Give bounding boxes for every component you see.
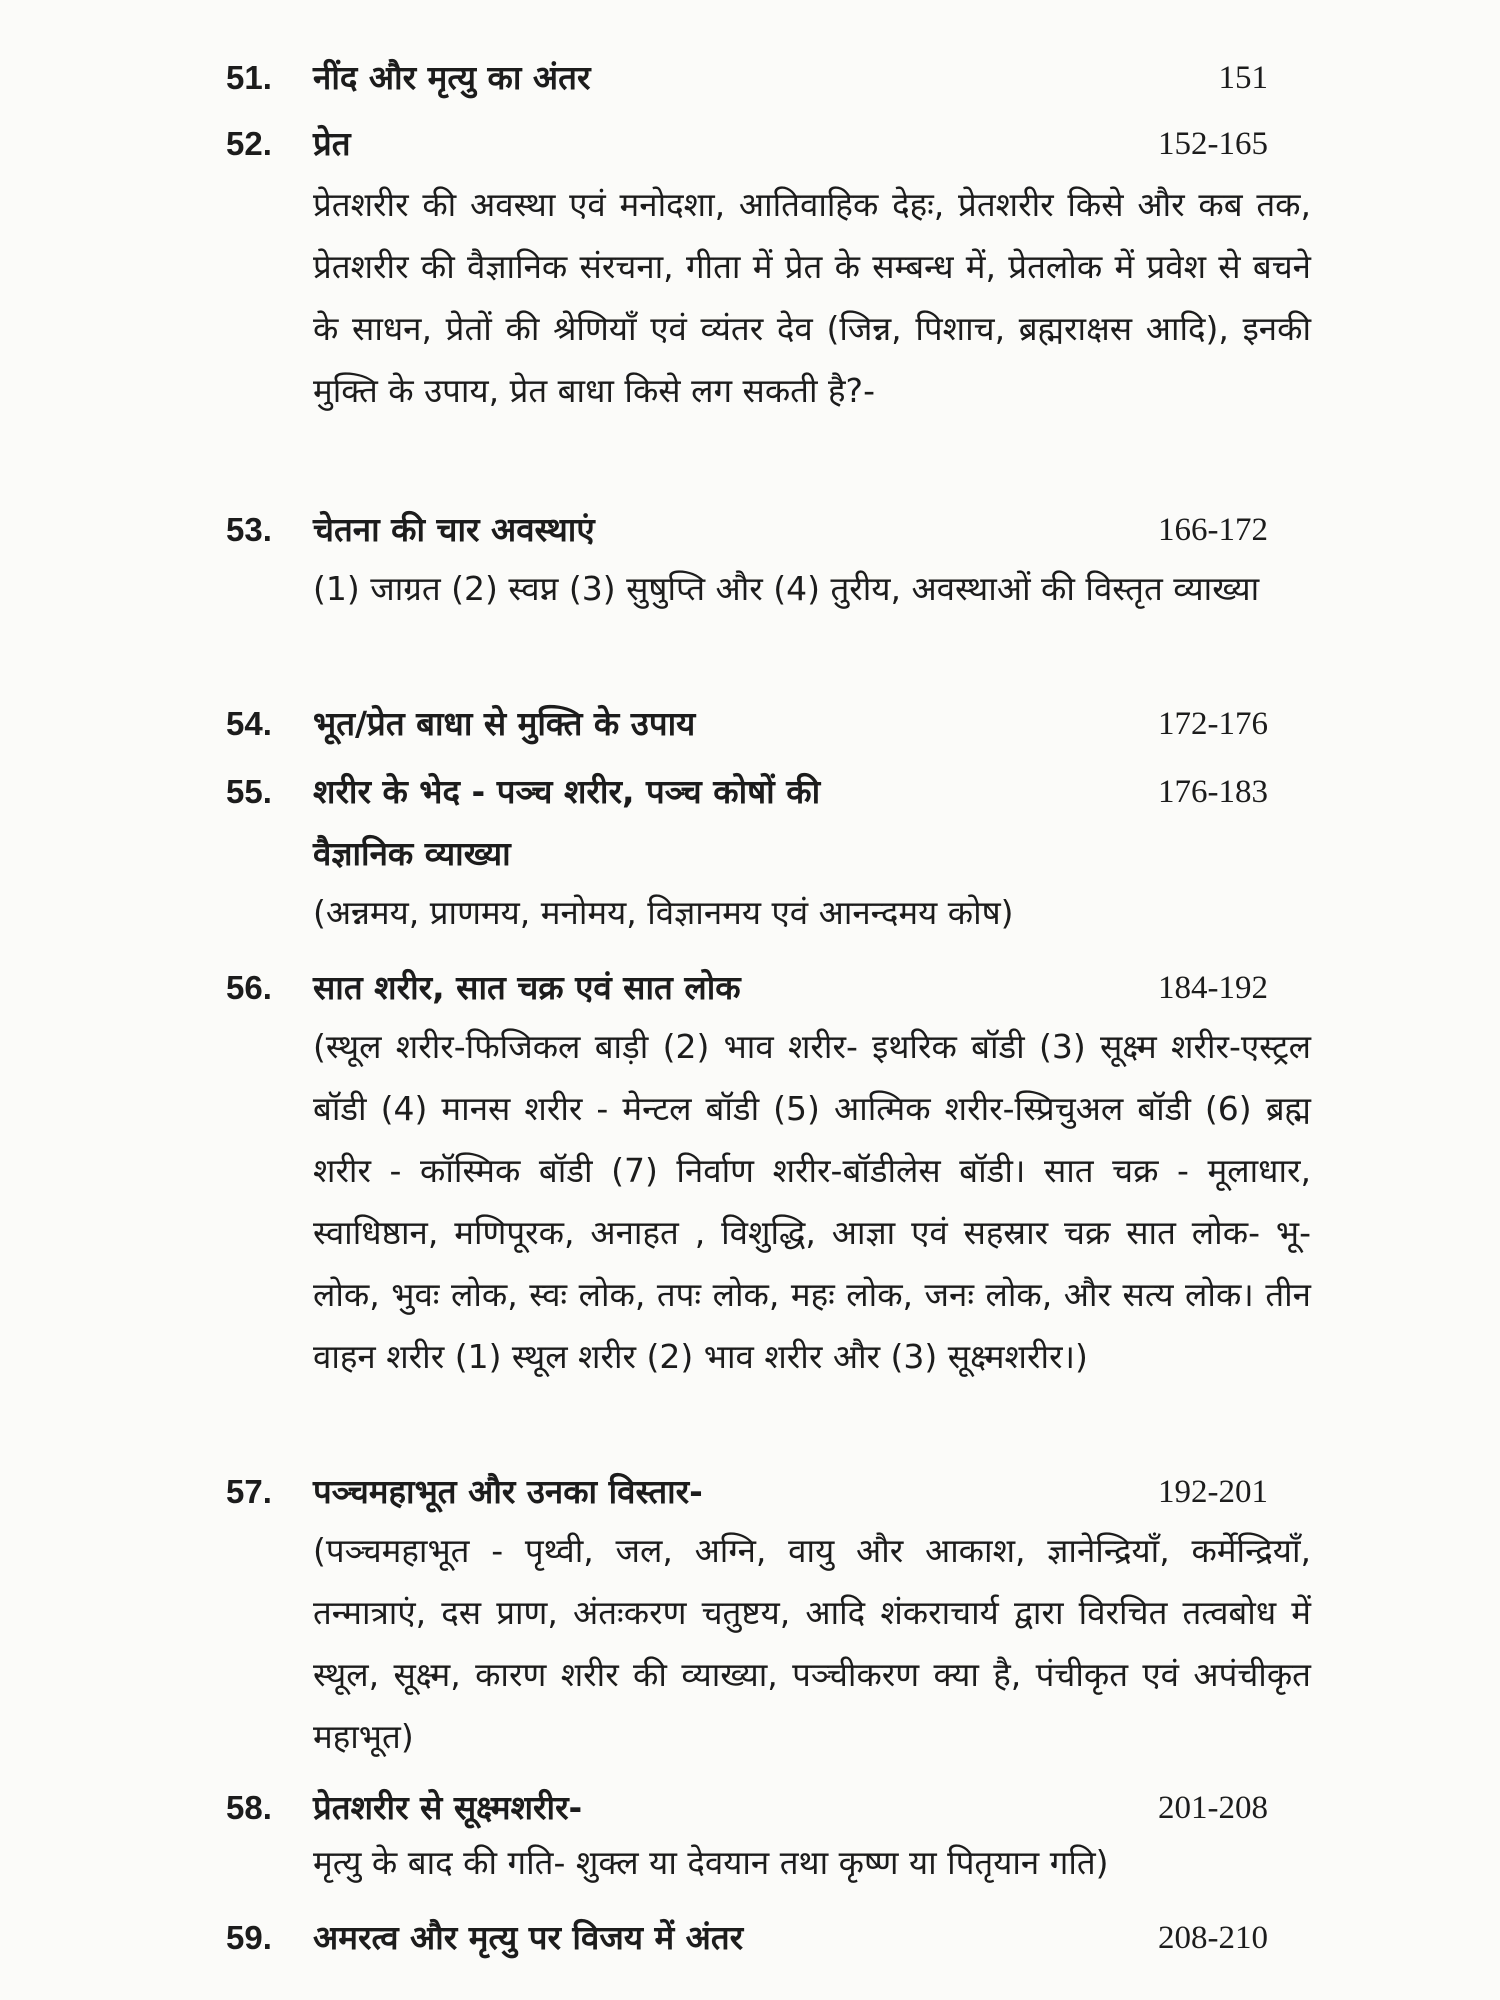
entry-number: 51.: [226, 59, 272, 96]
entry-description: (पञ्चमहाभूत - पृथ्वी, जल, अग्नि, वायु और आकाश, ज्ञानेन्द्रियाँ, कर्मेन्द्रियाँ, तन्मात्राएं, दस प्राण, अंतःकरण चतुष्टय, आदि शंकराचार्य द्वारा विरचित तत्वबोध में स्थूल, सूक्ष्म, कारण शरीर की व्याख्या, पञ्चीकरण क्या है, पंचीकृत एवं अपंचीकृत महाभूत): [313, 1531, 1311, 1756]
entry-number: 57.: [226, 1473, 272, 1510]
entry-pages: 151: [1218, 60, 1268, 96]
entry-number: 52.: [226, 125, 272, 162]
entry-pages: 192-201: [1158, 1474, 1268, 1510]
entry-title: अमरत्व और मृत्यु पर विजय में अंतर: [313, 1918, 744, 1957]
entry-title: भूत/प्रेत बाधा से मुक्ति के उपाय: [313, 704, 696, 743]
entry-title: सात शरीर, सात चक्र एवं सात लोक: [313, 968, 741, 1007]
entry-pages: 184-192: [1158, 970, 1268, 1006]
entry-pages: 172-176: [1158, 706, 1268, 742]
entry-pages: 152-165: [1158, 126, 1268, 162]
entry-title: प्रेत: [313, 124, 351, 163]
entry-title: शरीर के भेद - पञ्च शरीर, पञ्च कोषों की: [313, 772, 821, 811]
entry-title: प्रेतशरीर से सूक्ष्मशरीर-: [313, 1788, 583, 1827]
entry-number: 53.: [226, 511, 272, 548]
entry-description: (1) जाग्रत (2) स्वप्न (3) सुषुप्ति और (4) तुरीय, अवस्थाओं की विस्तृत व्याख्या: [313, 569, 1260, 608]
entry-title: चेतना की चार अवस्थाएं: [313, 510, 595, 549]
entry-description: (स्थूल शरीर-फिजिकल बाड़ी (2) भाव शरीर- इथरिक बॉडी (3) सूक्ष्म शरीर-एस्ट्रल बॉडी (4) मानस शरीर - मेन्टल बॉडी (5) आत्मिक शरीर-स्प्रिचुअल बॉडी (6) ब्रह्म शरीर - कॉस्मिक बॉडी (7) निर्वाण शरीर-बॉडीलेस बॉडी। सात चक्र - मूलाधार, स्वाधिष्ठान, मणिपूरक, अनाहत , विशुद्धि, आज्ञा एवं सहस्रार चक्र सात लोक- भू-लोक, भुवः लोक, स्वः लोक, तपः लोक, महः लोक, जनः लोक, और सत्य लोक। तीन वाहन शरीर (1) स्थूल शरीर (2) भाव शरीर और (3) सूक्ष्मशरीर।): [313, 1027, 1311, 1376]
entry-number: 55.: [226, 773, 272, 810]
entry-pages: 166-172: [1158, 512, 1268, 548]
entry-description: मृत्यु के बाद की गति- शुक्ल या देवयान तथा कृष्ण या पितृयान गति): [313, 1843, 1109, 1882]
entry-title-line2: वैज्ञानिक व्याख्या: [313, 834, 511, 873]
entry-description: प्रेतशरीर की अवस्था एवं मनोदशा, आतिवाहिक देहः, प्रेतशरीर किसे और कब तक, प्रेतशरीर की वैज्ञानिक संरचना, गीता में प्रेत के सम्बन्ध में, प्रेतलोक में प्रवेश से बचने के साधन, प्रेतों की श्रेणियाँ एवं व्यंतर देव (जिन्न, पिशाच, ब्रह्मराक्षस आदि), इनकी मुक्ति के उपाय, प्रेत बाधा किसे लग सकती है?-: [313, 185, 1311, 410]
entry-pages: 208-210: [1158, 1920, 1268, 1956]
entry-number: 56.: [226, 969, 272, 1006]
entry-number: 59.: [226, 1919, 272, 1956]
entry-title: पञ्चमहाभूत और उनका विस्तार-: [313, 1472, 703, 1511]
entry-number: 54.: [226, 705, 272, 742]
entry-title: नींद और मृत्यु का अंतर: [313, 58, 591, 97]
entry-pages: 201-208: [1158, 1790, 1268, 1826]
entry-pages: 176-183: [1158, 774, 1268, 810]
entry-description: (अन्नमय, प्राणमय, मनोमय, विज्ञानमय एवं आनन्दमय कोष): [313, 893, 1014, 932]
entry-number: 58.: [226, 1789, 272, 1826]
